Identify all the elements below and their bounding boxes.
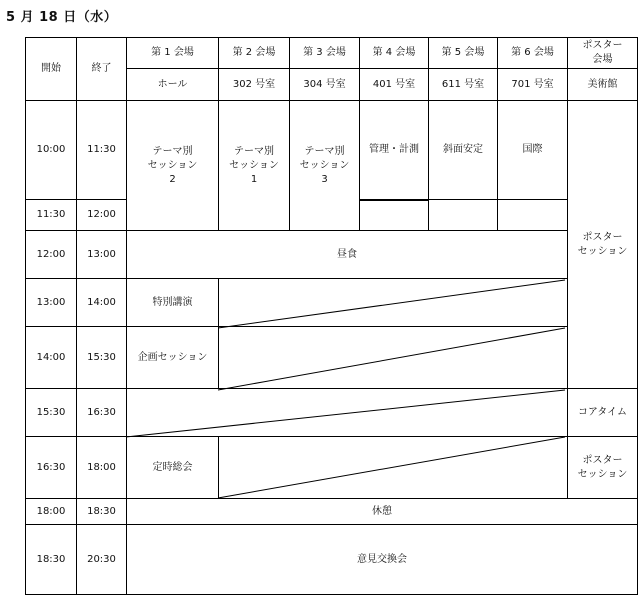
unused-slot bbox=[219, 437, 568, 499]
time-start-cell: 15:30 bbox=[26, 389, 77, 437]
general-meeting: 定時総会 bbox=[127, 437, 219, 499]
time-start-cell: 10:00 bbox=[26, 101, 77, 200]
end-header: 終了 bbox=[77, 38, 127, 101]
time-start-cell: 12:00 bbox=[26, 231, 77, 279]
venue-6-room: 701 号室 bbox=[498, 69, 568, 101]
venue-3-name: 第 3 会場 bbox=[290, 38, 360, 69]
venue-4-name: 第 4 会場 bbox=[360, 38, 429, 69]
time-end-cell: 18:00 bbox=[77, 437, 127, 499]
venue-2-name: 第 2 会場 bbox=[219, 38, 290, 69]
poster-venue-blank bbox=[568, 101, 638, 231]
venue-3-room: 304 号室 bbox=[290, 69, 360, 101]
page-title: 5 月 18 日（水） bbox=[6, 10, 118, 25]
theme-session-1: テーマ別 セッション 1 bbox=[219, 101, 290, 231]
time-start-cell: 16:30 bbox=[26, 437, 77, 499]
venue-2-room: 302 号室 bbox=[219, 69, 290, 101]
poster-session-1: ポスター セッション bbox=[568, 231, 638, 389]
time-start-cell: 14:00 bbox=[26, 327, 77, 389]
core-time: コアタイム bbox=[568, 389, 638, 437]
venue-6-name: 第 6 会場 bbox=[498, 38, 568, 69]
time-end-cell: 20:30 bbox=[77, 525, 127, 595]
unused-slot bbox=[219, 327, 568, 389]
time-end-cell: 18:30 bbox=[77, 499, 127, 525]
start-header: 開始 bbox=[26, 38, 77, 101]
theme-session-3: テーマ別 セッション 3 bbox=[290, 101, 360, 231]
venue-1-name: 第 1 会場 bbox=[127, 38, 219, 69]
venue-5-room: 611 号室 bbox=[429, 69, 498, 101]
schedule-table bbox=[25, 37, 637, 594]
time-start-cell: 18:00 bbox=[26, 499, 77, 525]
theme-session-2: テーマ別 セッション 2 bbox=[127, 101, 219, 231]
time-start-cell: 13:00 bbox=[26, 279, 77, 327]
empty-cell bbox=[429, 200, 498, 231]
time-end-cell: 12:00 bbox=[77, 200, 127, 231]
lunch-cell: 昼食 bbox=[127, 231, 568, 279]
time-end-cell: 11:30 bbox=[77, 101, 127, 200]
time-start-cell: 18:30 bbox=[26, 525, 77, 595]
empty-cell bbox=[360, 200, 429, 231]
poster-venue-name: ポスター 会場 bbox=[568, 38, 638, 69]
unused-slot bbox=[127, 389, 568, 437]
time-end-cell: 15:30 bbox=[77, 327, 127, 389]
break-cell: 休憩 bbox=[127, 499, 638, 525]
time-end-cell: 13:00 bbox=[77, 231, 127, 279]
venue-5-name: 第 5 会場 bbox=[429, 38, 498, 69]
venue-1-room: ホール bbox=[127, 69, 219, 101]
special-lecture: 特別講演 bbox=[127, 279, 219, 327]
poster-session-2: ポスター セッション bbox=[568, 437, 638, 499]
time-end-cell: 14:00 bbox=[77, 279, 127, 327]
planning-session: 企画セッション bbox=[127, 327, 219, 389]
time-end-cell: 16:30 bbox=[77, 389, 127, 437]
empty-cell bbox=[498, 200, 568, 231]
slope-session: 斜面安定 bbox=[429, 101, 498, 200]
management-session: 管理・計測 bbox=[360, 101, 429, 200]
international-session: 国際 bbox=[498, 101, 568, 200]
time-start-cell: 11:30 bbox=[26, 200, 77, 231]
venue-4-room: 401 号室 bbox=[360, 69, 429, 101]
unused-slot bbox=[219, 279, 568, 327]
exchange-cell: 意見交換会 bbox=[127, 525, 638, 595]
poster-venue-room: 美術館 bbox=[568, 69, 638, 101]
